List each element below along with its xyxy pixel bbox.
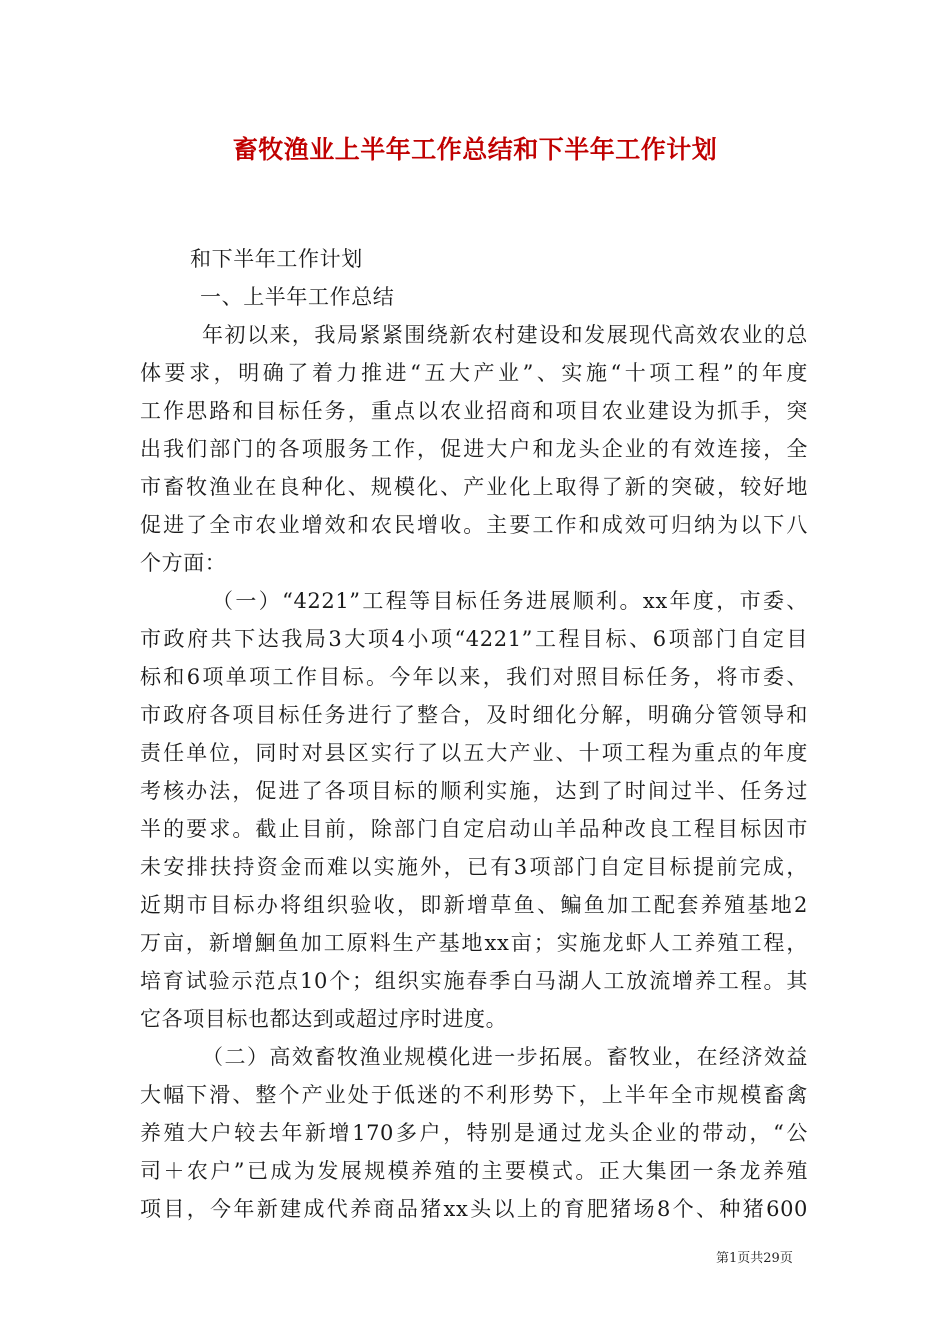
text-line: 促进了全市农业增效和农民增收。主要工作和成效可归纳为以下八 bbox=[140, 513, 808, 537]
text-line: 一、上半年工作总结 bbox=[200, 285, 395, 309]
page-number: 第1页共29页 bbox=[716, 1251, 793, 1266]
text-line: 考核办法，促进了各项目标的顺利实施，达到了时间过半、任务过 bbox=[140, 779, 808, 803]
text-line: 市政府各项目标任务进行了整合，及时细化分解，明确分管领导和 bbox=[140, 703, 808, 727]
text-line: 养殖大户较去年新增170多户，特别是通过龙头企业的带动，“公 bbox=[140, 1121, 808, 1145]
text-line: 责任单位，同时对县区实行了以五大产业、十项工程为重点的年度 bbox=[140, 741, 808, 765]
text-line: 半的要求。截止目前，除部门自定启动山羊品种改良工程目标因市 bbox=[140, 817, 808, 841]
text-line: 培育试验示范点10个；组织实施春季白马湖人工放流增养工程。其 bbox=[140, 969, 808, 993]
document-title: 畜牧渔业上半年工作总结和下半年工作计划 bbox=[232, 135, 718, 164]
text-line: 年初以来，我局紧紧围绕新农村建设和发展现代高效农业的总 bbox=[202, 323, 808, 347]
text-line: 大幅下滑、整个产业处于低迷的不利形势下，上半年全市规模畜禽 bbox=[140, 1083, 808, 1107]
text-line: 市政府共下达我局3大项4小项“4221”工程目标、6项部门自定目 bbox=[140, 627, 808, 651]
text-line: 它各项目标也都达到或超过序时进度。 bbox=[140, 1007, 508, 1031]
text-line: 未安排扶持资金而难以实施外，已有3项部门自定目标提前完成， bbox=[140, 855, 808, 879]
text-line: 市畜牧渔业在良种化、规模化、产业化上取得了新的突破，较好地 bbox=[140, 475, 808, 499]
text-line: 和下半年工作计划 bbox=[190, 247, 363, 271]
text-line: 体要求，明确了着力推进“五大产业”、实施“十项工程”的年度 bbox=[140, 361, 808, 385]
text-line: 工作思路和目标任务，重点以农业招商和项目农业建设为抓手，突 bbox=[140, 399, 808, 423]
text-line: 万亩，新增鮰鱼加工原料生产基地xx亩；实施龙虾人工养殖工程， bbox=[140, 931, 808, 955]
text-line: 司＋农户”已成为发展规模养殖的主要模式。正大集团一条龙养殖 bbox=[140, 1159, 808, 1183]
document-body bbox=[140, 240, 808, 1228]
text-line: 个方面： bbox=[140, 551, 227, 575]
text-line: 标和6项单项工作目标。今年以来，我们对照目标任务，将市委、 bbox=[140, 665, 808, 689]
text-line: （一）“4221”工程等目标任务进展顺利。xx年度，市委、 bbox=[212, 589, 808, 613]
text-line: 项目，今年新建成代养商品猪xx头以上的育肥猪场8个、种猪600 bbox=[140, 1197, 808, 1221]
text-line: 出我们部门的各项服务工作，促进大户和龙头企业的有效连接，全 bbox=[140, 437, 808, 461]
text-line: （二）高效畜牧渔业规模化进一步拓展。畜牧业，在经济效益 bbox=[202, 1045, 808, 1069]
text-line: 近期市目标办将组织验收，即新增草鱼、鳊鱼加工配套养殖基地2 bbox=[140, 893, 808, 917]
